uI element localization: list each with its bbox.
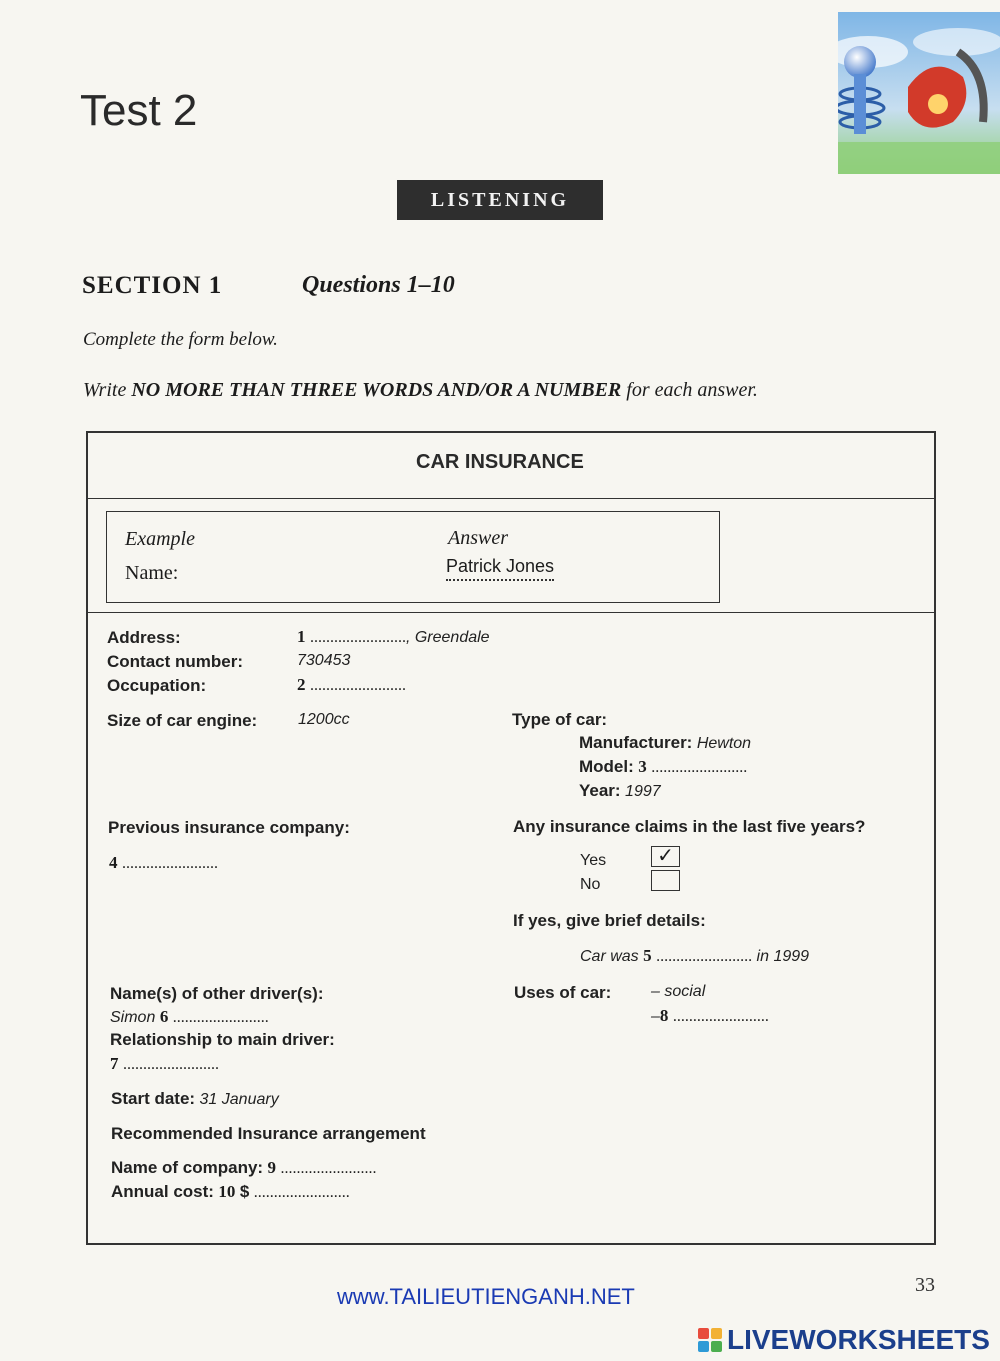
occupation-answer[interactable] <box>297 675 406 695</box>
example-name-answer: Patrick Jones <box>446 556 554 581</box>
page-title: Test 2 <box>80 86 198 135</box>
recommended-heading: Recommended Insurance arrangement <box>111 1124 426 1143</box>
no-checkbox[interactable] <box>651 870 680 891</box>
details-label: If yes, give brief details: <box>513 911 706 930</box>
answer-blank[interactable]: ........................ <box>651 759 748 776</box>
question-number: 3 <box>638 757 647 776</box>
instruction-complete-form: Complete the form below. <box>83 329 278 350</box>
example-box <box>106 511 720 603</box>
yes-checkbox[interactable] <box>651 846 680 867</box>
form-header-divider <box>86 498 934 499</box>
website-link[interactable]: www.TAILIEUTIENGANH.NET <box>337 1284 635 1309</box>
answer-label: Answer <box>448 527 508 549</box>
page-number: 33 <box>915 1274 935 1296</box>
section-heading: SECTION 1 <box>82 272 223 299</box>
address-suffix: , Greendale <box>405 629 490 646</box>
model-row[interactable] <box>579 757 747 777</box>
lab-globe-logo-icon <box>838 12 1000 174</box>
use-social: – social <box>651 983 706 1000</box>
liveworksheets-brand[interactable]: LIVEWORKSHEETS <box>727 1324 990 1355</box>
claims-label: Any insurance claims in the last five years? <box>513 817 866 836</box>
contact-value: 730453 <box>297 652 351 669</box>
instruction-text-start: Write <box>83 379 132 401</box>
question-number: 6 <box>159 1007 169 1026</box>
year-label: Year: <box>579 781 621 800</box>
instruction-text-end: for each answer. <box>621 379 758 401</box>
year-value: 1997 <box>625 783 661 800</box>
answer-blank[interactable]: ........................ <box>253 1184 350 1201</box>
answer-blank[interactable]: ........................ <box>172 1009 269 1026</box>
yes-label: Yes <box>580 852 607 869</box>
question-number: 4 <box>109 853 118 872</box>
previous-company-answer[interactable] <box>109 853 218 873</box>
relationship-label: Relationship to main driver: <box>110 1030 335 1049</box>
year-row <box>579 781 661 801</box>
start-date-value: 31 January <box>199 1091 279 1108</box>
annual-cost-row[interactable] <box>111 1182 350 1202</box>
form-body-divider <box>86 612 934 613</box>
previous-company-label: Previous insurance company: <box>108 818 350 837</box>
questions-range: Questions 1–10 <box>302 272 455 298</box>
other-driver-prefix: Simon <box>110 1009 156 1026</box>
listening-banner: LISTENING <box>397 180 603 220</box>
answer-blank[interactable]: ........................ <box>309 629 406 646</box>
answer-blank[interactable]: ........................ <box>672 1008 769 1025</box>
details-prefix: Car was <box>580 948 639 965</box>
address-answer[interactable] <box>297 627 490 647</box>
instruction-emphasis: NO MORE THAN THREE WORDS AND/OR A NUMBER <box>131 379 622 401</box>
engine-label: Size of car engine: <box>107 711 258 730</box>
type-of-car-label: Type of car: <box>512 710 608 729</box>
relationship-answer[interactable] <box>110 1054 219 1074</box>
liveworksheets-logo-icon <box>697 1327 723 1353</box>
manufacturer-value: Hewton <box>696 735 752 752</box>
question-number: 5 <box>643 946 652 965</box>
question-number: 7 <box>110 1054 119 1073</box>
example-label: Example <box>125 528 195 550</box>
example-name-label: Name: <box>125 562 179 584</box>
answer-blank[interactable]: ........................ <box>309 677 406 694</box>
question-number: 10 <box>218 1182 236 1201</box>
engine-value: 1200cc <box>298 711 350 728</box>
start-date-label: Start date: <box>111 1089 196 1108</box>
question-number: 9 <box>267 1158 277 1177</box>
company-name-row[interactable] <box>111 1158 377 1178</box>
manufacturer-label: Manufacturer: <box>579 733 693 752</box>
question-number: 8 <box>659 1006 669 1025</box>
details-answer[interactable] <box>580 946 809 966</box>
check-mark-icon: ✓ <box>657 845 674 867</box>
model-label: Model: <box>579 757 634 776</box>
question-number: 2 <box>297 675 306 694</box>
instruction-word-limit <box>83 379 758 402</box>
answer-blank[interactable]: ........................ <box>280 1160 377 1177</box>
question-number: 1 <box>297 627 306 646</box>
details-suffix: in 1999 <box>756 948 810 965</box>
other-drivers-label: Name(s) of other driver(s): <box>110 984 324 1003</box>
use-dash: – <box>651 1008 660 1025</box>
address-label: Address: <box>107 628 181 647</box>
contact-label: Contact number: <box>107 652 243 671</box>
occupation-label: Occupation: <box>107 676 207 695</box>
uses-label: Uses of car: <box>514 983 612 1002</box>
start-date-row <box>111 1089 279 1109</box>
answer-blank[interactable]: ........................ <box>656 948 753 965</box>
form-title: CAR INSURANCE <box>416 451 584 473</box>
use-answer[interactable] <box>651 1006 769 1026</box>
answer-blank[interactable]: ........................ <box>121 855 218 872</box>
company-name-label: Name of company: <box>111 1158 264 1177</box>
answer-blank[interactable]: ........................ <box>122 1056 219 1073</box>
currency-symbol: $ <box>239 1182 250 1201</box>
manufacturer-row <box>579 733 751 753</box>
annual-cost-label: Annual cost: <box>111 1182 214 1201</box>
other-drivers-answer[interactable] <box>110 1007 269 1027</box>
no-label: No <box>580 876 601 893</box>
